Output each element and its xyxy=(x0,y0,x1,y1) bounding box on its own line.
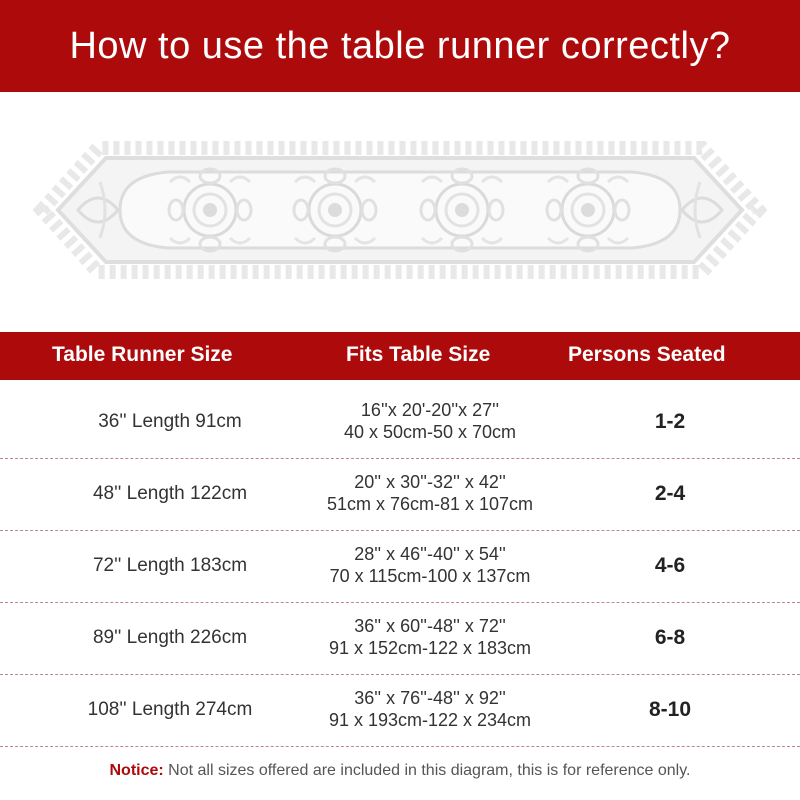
table-row xyxy=(0,531,800,603)
title-banner xyxy=(0,0,800,92)
lace-runner-illustration xyxy=(0,92,800,332)
column-header-runner-size: Table Runner Size xyxy=(52,343,233,366)
size-table-header xyxy=(0,332,800,380)
notice-text xyxy=(0,762,800,780)
fit-inches: 16''x 20'-20''x 27'' xyxy=(360,400,500,420)
fits-table-cell xyxy=(290,399,570,443)
fits-table-cell xyxy=(290,687,570,731)
persons-cell: 2-4 xyxy=(654,482,686,505)
fit-cm: 91 x 193cm-122 x 234cm xyxy=(328,710,532,730)
fit-inches: 36'' x 60''-48'' x 72'' xyxy=(354,616,506,636)
persons-cell: 1-2 xyxy=(654,410,686,433)
fit-cm: 91 x 152cm-122 x 183cm xyxy=(328,638,532,658)
table-row xyxy=(0,603,800,675)
runner-size-cell: 48'' Length 122cm xyxy=(92,483,248,504)
runner-size-cell: 36'' Length 91cm xyxy=(98,411,242,432)
size-table-body xyxy=(0,387,800,747)
fit-inches: 28'' x 46''-40'' x 54'' xyxy=(354,544,506,564)
runner-size-cell: 89'' Length 226cm xyxy=(92,627,248,648)
table-row xyxy=(0,459,800,531)
runner-size-cell: 72'' Length 183cm xyxy=(92,555,248,576)
fit-inches: 36'' x 76''-48'' x 92'' xyxy=(354,688,506,708)
column-header-persons: Persons Seated xyxy=(568,343,726,366)
persons-cell: 4-6 xyxy=(654,554,686,577)
column-header-fits-table: Fits Table Size xyxy=(346,343,491,366)
fit-inches: 20'' x 30''-32'' x 42'' xyxy=(354,472,506,492)
persons-cell: 8-10 xyxy=(648,698,692,721)
fits-table-cell xyxy=(290,615,570,659)
fit-cm: 40 x 50cm-50 x 70cm xyxy=(343,422,517,442)
table-row xyxy=(0,675,800,747)
fits-table-cell xyxy=(290,471,570,515)
table-row xyxy=(0,387,800,459)
page-title: How to use the table runner correctly? xyxy=(69,24,731,67)
runner-size-cell: 108'' Length 274cm xyxy=(87,699,253,720)
notice-body: Not all sizes offered are included in this diagram, this is for reference only. xyxy=(163,762,691,779)
fit-cm: 70 x 115cm-100 x 137cm xyxy=(329,566,531,586)
persons-cell: 6-8 xyxy=(654,626,686,649)
notice-lead: Notice: xyxy=(109,762,164,779)
fit-cm: 51cm x 76cm-81 x 107cm xyxy=(326,494,534,514)
fits-table-cell xyxy=(290,543,570,587)
lace-runner-image xyxy=(0,92,800,332)
